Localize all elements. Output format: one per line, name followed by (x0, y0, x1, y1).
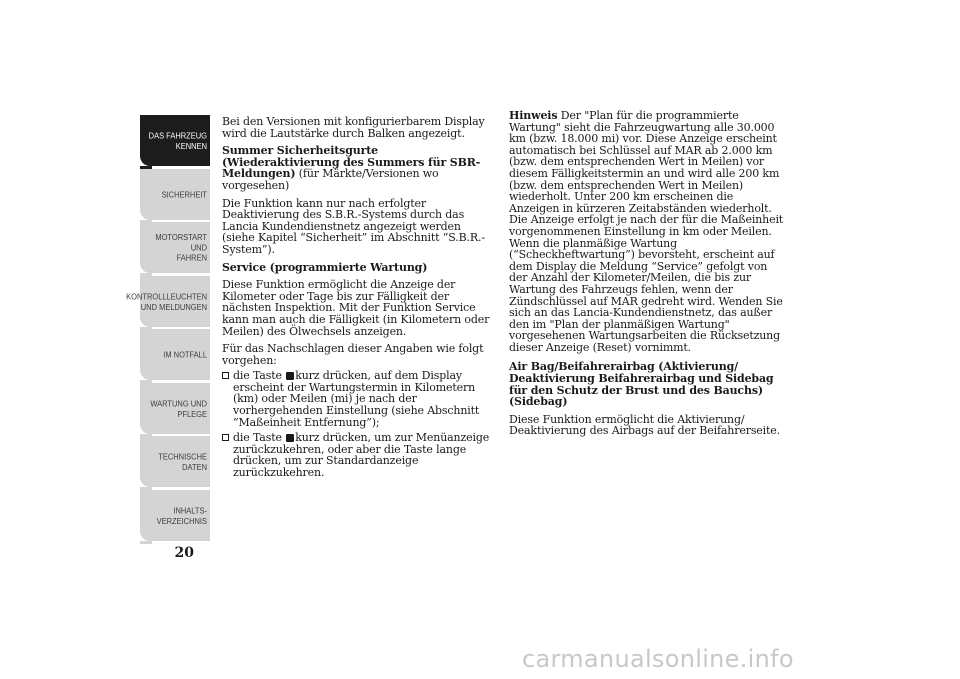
paragraph: Die Funktion kann nur nach erfolgter Deaktivierung des S.B.R.-Systems durch das Lancia Kundendienstnetz angezeigt werden (siehe Kapitel “Sicherheit” im Abschnitt “S.B.R.-System”). (222, 196, 485, 256)
tab-motorstart-und-fahren[interactable] (140, 222, 210, 273)
tab-das-fahrzeug-kennen[interactable] (140, 115, 210, 166)
set-key-icon (286, 372, 294, 380)
tab-label: INHALTS- VERZEICHNIS (156, 505, 207, 526)
checkbox-bullet-icon (222, 434, 229, 441)
text-column-right (509, 110, 784, 443)
tab-im-notfall[interactable] (140, 329, 210, 380)
tab-label: MOTORSTART UND FAHREN (155, 231, 207, 264)
bullet-text: die Taste (233, 431, 286, 445)
list-item (222, 370, 494, 428)
paragraph: Diese Funktion ermöglicht die Aktivierung/ Deaktivierung des Airbags auf der Beifahrerseite. (509, 412, 781, 438)
tab-label: TECHNISCHE DATEN (158, 451, 207, 472)
tab-label: SICHERHEIT (161, 189, 207, 200)
tab-label: WARTUNG UND PFLEGE (150, 398, 207, 419)
tab-label: DAS FAHRZEUG KENNEN (148, 130, 207, 151)
section-heading: Service (programmierte Wartung) (222, 260, 428, 274)
hint-paragraph (509, 110, 784, 353)
hint-text: Der "Plan für die programmierte Wartung" sieht die Fahrzeugwartung alle 30.000 km (bzw. 18.000 mi) vor. Diese Anzeige erscheint automatisch bei Schlüssel auf MAR ab 2.000 km (bzw. dem entsprechenden Wert in Meilen) vor diesem Fälligkeitstermin an und wird alle 200 km (bzw. dem entsprechenden Wert in Meilen) wiederholt. Unter 200 km erscheinen die Anzeigen in kürzeren Zeitabständen wiederholt. Die Anzeige erfolgt je nach der für die Maßeinheit vorgenommenen Einstellung in km oder Meilen. Wenn die planmäßige Wartung (“Scheckheftwartung”) bevorsteht, erscheint auf dem Display die Meldung “Service” gefolgt von der Anzahl der Kilometer/Meilen, die bis zur Wartung des Fahrzeugs fehlen, wenn der Zündschlüssel auf MAR gedreht wird. Wenden Sie sich an das Lancia-Kundendienstnetz, das außer den im "Plan der planmäßigen Wartung" vorgesehenen Wartungsarbeiten die Rücksetzung dieser Anzeige (Reset) vornimmt. (509, 109, 784, 354)
tab-kontrollleuchten[interactable] (126, 276, 210, 327)
paragraph: Diese Funktion ermöglicht die Anzeige der Kilometer oder Tage bis zur Fälligkeit der nächsten Inspektion. Mit der Funktion Service kann man auch die Fälligkeit (in Kilometern oder Meilen) des Ölwechsels anzeigen. (222, 278, 490, 338)
tab-wartung-und-pflege[interactable] (140, 383, 210, 434)
tab-label: KONTROLLLEUCHTEN UND MELDUNGEN (126, 291, 207, 312)
checkbox-bullet-icon (222, 372, 229, 379)
tab-technische-daten[interactable] (140, 436, 210, 487)
tab-sicherheit[interactable] (140, 169, 210, 220)
hint-label: Hinweis (509, 109, 558, 122)
bullet-text: kurz drücken, auf dem Display erscheint der Wartungstermin in Kilometern (km) oder Meilen (mi) je nach der vorhergehenden Einstellung (siehe Abschnitt “Maßeinheit Entfernung”); (233, 369, 480, 429)
bullet-text: kurz drücken, um zur Menüanzeige zurückzukehren, oder aber die Taste lange drücken, um zur Standardanzeige zurückzukehren. (233, 431, 490, 480)
paragraph: Für das Nachschlagen dieser Angaben wie folgt vorgehen: (222, 342, 484, 367)
tab-label: IM NOTFALL (163, 349, 207, 360)
section-heading: Summer Sicherheitsgurte (Wiederaktivierung des Summers für SBR-Meldungen) (222, 144, 481, 181)
page-number: 20 (174, 545, 194, 561)
tab-inhaltsverzeichnis[interactable] (140, 490, 210, 541)
sbr-section (222, 145, 494, 191)
paragraph: Bei den Versionen mit konfigurierbarem Display wird die Lautstärke durch Balken angezeigt. (222, 115, 485, 140)
heading-note: (für Märkte/Versionen wo vorgesehen) (222, 167, 439, 192)
list-item (222, 432, 494, 478)
bullet-text: die Taste (233, 369, 286, 383)
set-key-icon (286, 434, 294, 442)
text-column-left (222, 116, 494, 479)
watermark: carmanualsonline.info (522, 645, 794, 673)
section-heading: Air Bag/Beifahrerairbag (Aktivierung/ Deaktivierung Beifahrerairbag und Sidebag für den Schutz der Brust und des Bauchs) (Sidebag) (509, 360, 774, 409)
